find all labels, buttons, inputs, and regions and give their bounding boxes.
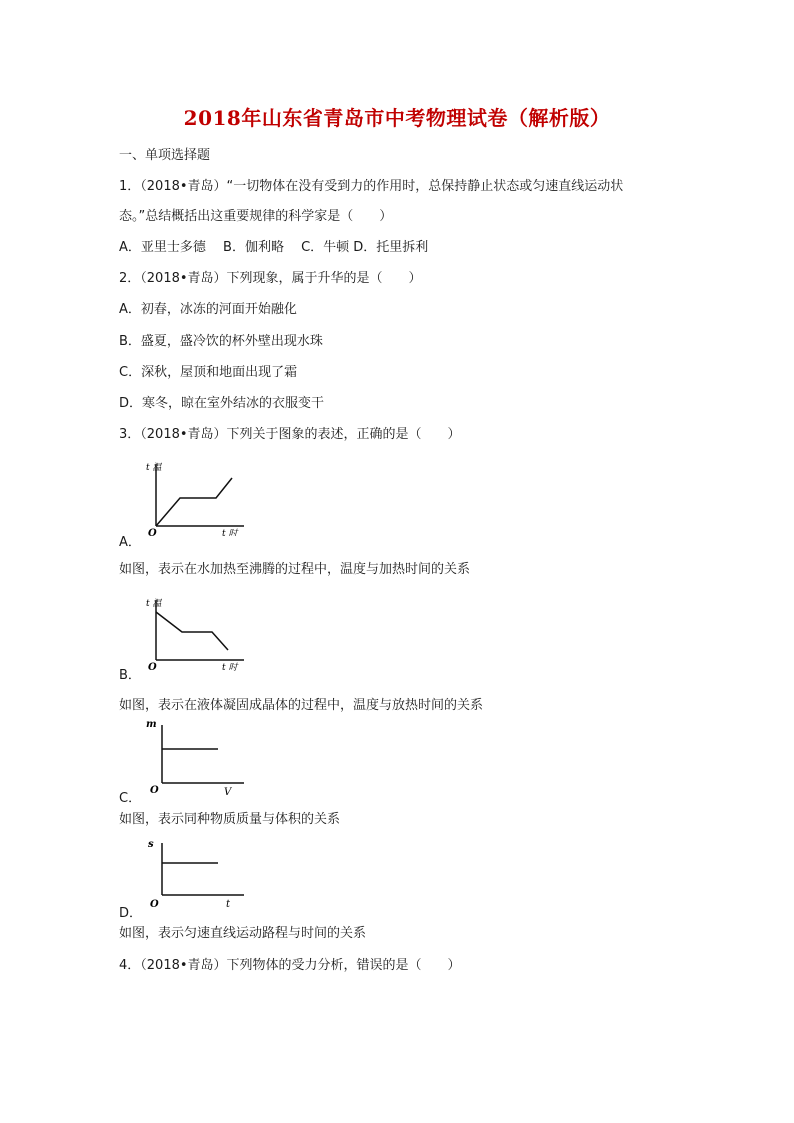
q2-option-c: C．深秋，屋顶和地面出现了霜 xyxy=(119,365,298,380)
graph-d xyxy=(140,835,250,913)
q1-stem-line2: 态。”总结概括出这重要规律的科学家是（ ） xyxy=(119,209,393,224)
q2-option-a: A．初春，冰冻的河面开始融化 xyxy=(119,302,297,317)
graph-b xyxy=(140,592,250,672)
q2-stem: 2．（2018•青岛）下列现象，属于升华的是（ ） xyxy=(119,271,422,286)
q4-stem: 4．（2018•青岛）下列物体的受力分析，错误的是（ ） xyxy=(119,958,461,973)
graph-b-origin: O xyxy=(148,662,157,672)
graph-d-ylabel: s xyxy=(148,839,154,850)
q3-option-d-desc: 如图，表示匀速直线运动路程与时间的关系 xyxy=(119,926,367,941)
q1-stem-line1: 1．（2018•青岛）“一切物体在没有受到力的作用时，总保持静止状态或匀速直线运动状 xyxy=(119,179,624,194)
q3-option-d-label: D． xyxy=(119,906,143,921)
graph-d-xlabel: t xyxy=(226,899,231,910)
q3-stem: 3．（2018•青岛）下列关于图象的表述，正确的是（ ） xyxy=(119,427,461,442)
q3-option-a-label: A． xyxy=(119,535,141,550)
graph-a xyxy=(140,456,250,536)
q1-options: A．亚里士多德 B．伽利略 C．牛顿 D．托里拆利 xyxy=(119,240,429,255)
graph-c-ylabel: m xyxy=(146,719,157,730)
q3-option-b-label: B． xyxy=(119,668,141,683)
section-heading: 一、单项选择题 xyxy=(119,148,211,163)
graph-a-xlabel: t 时 xyxy=(222,529,238,536)
q3-option-c-label: C． xyxy=(119,791,142,806)
q3-option-a-desc: 如图，表示在水加热至沸腾的过程中，温度与加热时间的关系 xyxy=(119,562,471,577)
graph-b-ylabel: t 温 xyxy=(146,599,162,609)
graph-a-ylabel: t 温 xyxy=(146,463,162,473)
graph-d-origin: O xyxy=(150,899,159,910)
graph-b-xlabel: t 时 xyxy=(222,663,238,672)
q2-option-b: B．盛夏，盛冷饮的杯外壁出现水珠 xyxy=(119,334,323,349)
q3-option-c-desc: 如图，表示同种物质质量与体积的关系 xyxy=(119,812,341,827)
graph-c-origin: O xyxy=(150,785,159,796)
exam-title: 2018年山东省青岛市中考物理试卷（解析版） xyxy=(183,106,611,130)
q3-option-b-desc: 如图，表示在液体凝固成晶体的过程中，温度与放热时间的关系 xyxy=(119,698,484,713)
graph-c xyxy=(140,715,250,797)
graph-c-xlabel: V xyxy=(224,787,232,797)
graph-a-origin: O xyxy=(148,528,157,536)
q2-option-d: D．寒冬，晾在室外结冰的衣服变干 xyxy=(119,396,325,411)
